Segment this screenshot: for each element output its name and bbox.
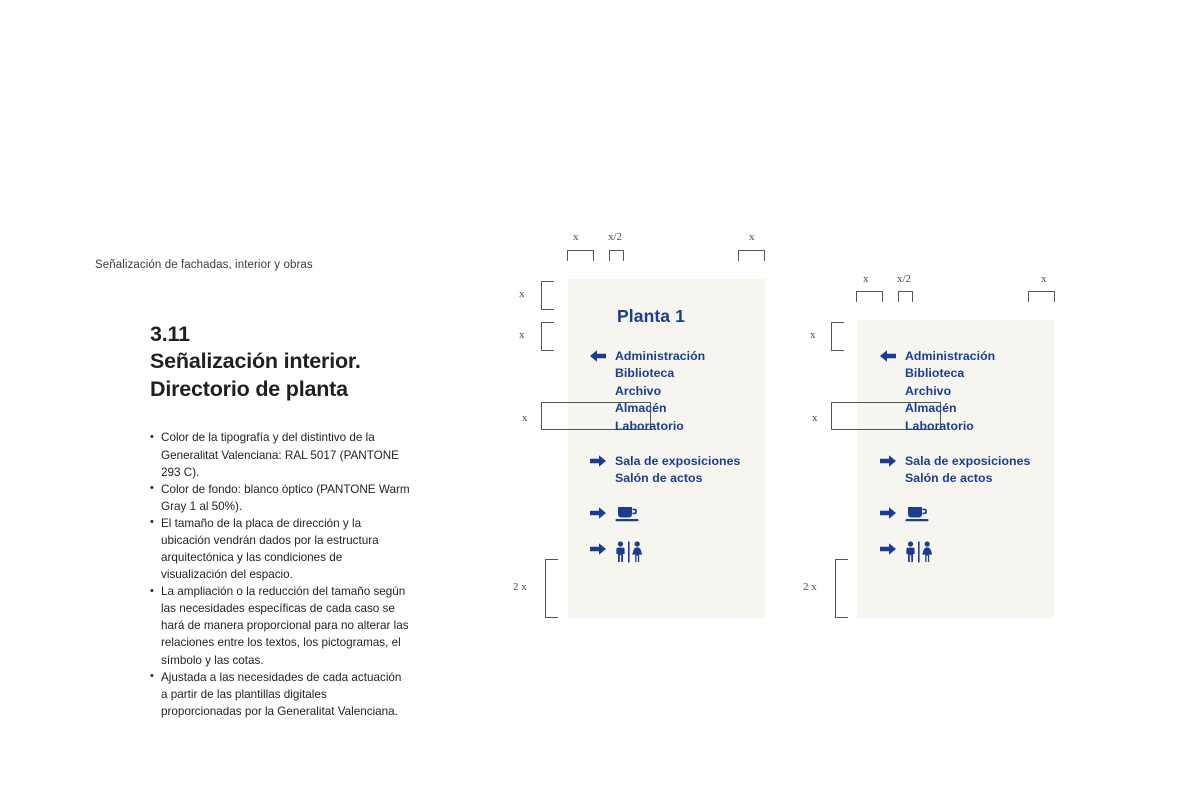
dimension-label-bottom-2x: 2 x [803,581,817,593]
destination-line: Laboratorio [905,418,974,433]
destination-line: Laboratorio [615,418,684,433]
dimension-label-top-x: x [573,231,579,243]
list-item: • Color de la tipografía y del distintivo de la Generalitat Valenciana: RAL 5017 (PANTONE 293 C). [150,429,410,480]
sign-entry-text [905,453,1030,488]
sign-entry-left-destinations [879,348,995,435]
sign-entry-restrooms [879,541,933,568]
sign-entry-right-destinations [879,453,1030,488]
title-line-1: Señalización interior. [150,349,361,374]
sign-title-planta-1: Planta 1 [617,306,685,326]
destination-line: Biblioteca [615,366,675,381]
dimension-bracket-bottom-2x [835,559,848,618]
list-item: • Ajustada a las necesidades de cada actuación a partir de las plantillas digitales proporcionadas por la Generalitat Valenciana. [150,669,410,720]
dimension-bracket-left-x-1 [831,322,844,351]
dimension-label-top-x: x [863,273,869,285]
dimension-bracket-top-x-half [898,291,913,302]
destination-line: Archivo [905,383,952,398]
cafeteria-cup-icon [905,505,929,528]
destination-line: Sala de exposiciones [905,454,1031,468]
restrooms-icon [905,541,933,568]
dimension-label-left-x-1: x [810,329,816,341]
sign-entry-text [905,348,995,435]
dimension-label-left-x-2: x [519,329,525,341]
dimension-label-top-right-x: x [1041,273,1047,285]
destination-line: Almacén [615,401,667,416]
document-header: Señalización de fachadas, interior y obras [95,259,313,271]
destination-line: Archivo [615,383,662,398]
destination-line: Administración [905,349,996,363]
title-line-2: Directorio de planta [150,376,348,401]
destination-line: Almacén [905,401,957,416]
destination-line: Sala de exposiciones [615,454,741,468]
dimension-bracket-top-x [856,291,883,302]
dimension-bracket-top-right-x [1028,291,1055,302]
arrow-right-icon [879,453,905,468]
arrow-right-icon [879,505,905,520]
list-item: • Color de fondo: blanco óptico (PANTONE Warm Gray 1 al 50%). [150,481,410,515]
dimension-label-top-x-half: x/2 [608,231,623,243]
dimension-label-left-x-2: x [812,412,818,424]
dimension-label-top-right-x: x [749,231,755,243]
destination-line: Salón de actos [615,471,703,486]
list-item: • La ampliación o la reducción del tamaño según las necesidades específicas de cada caso se hará de manera proporcional para no alterar las relaciones entre los textos, los pictogramas, el símbolo y las cotas. [150,583,410,668]
dimension-label-top-x-half: x/2 [897,273,912,285]
list-item: • El tamaño de la placa de dirección y la ubicación vendrán dados por la estructura arquitectónica y las condiciones de visualización del espacio. [150,515,410,583]
destination-line: Salón de actos [905,471,993,486]
section-number: 3.11 [150,321,190,346]
sign-entry-cafeteria [879,505,929,528]
arrow-right-icon [879,541,905,556]
destination-line: Administración [615,349,706,363]
destination-line: Biblioteca [905,366,965,381]
dimension-label-left-x-1: x [519,288,525,300]
dimension-label-left-x-3: x [522,412,528,424]
dimension-label-bottom-2x: 2 x [513,581,527,593]
arrow-left-icon [879,348,905,363]
